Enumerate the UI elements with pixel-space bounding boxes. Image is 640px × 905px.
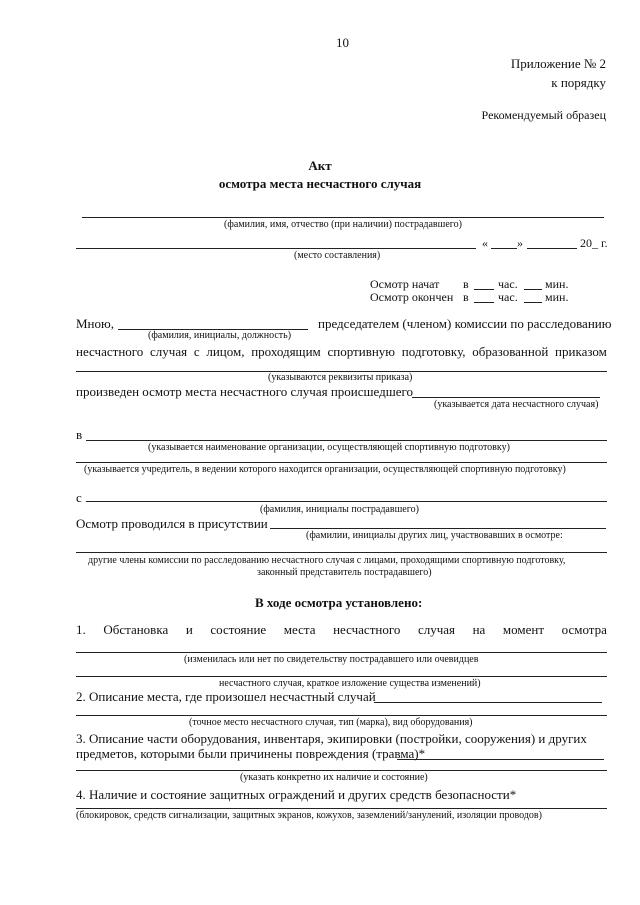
founder-caption: (указывается учредитель, в ведении которого находится организации, осуществляющей спортивную подготовку) <box>84 464 566 475</box>
accident-text <box>76 345 607 358</box>
me-label: Мною, <box>76 316 114 331</box>
findings-heading: В ходе осмотра установлено: <box>255 595 423 610</box>
victim-caption: (фамилия, инициалы пострадавшего) <box>260 504 419 515</box>
date-month-line[interactable] <box>527 248 577 249</box>
item3-line-inline[interactable] <box>397 759 604 760</box>
date-quote-open: « <box>482 236 488 250</box>
me-caption: (фамилия, инициалы, должность) <box>148 330 292 341</box>
accident-word: случая <box>150 344 188 359</box>
victim-line[interactable] <box>86 501 607 502</box>
item1-word: места <box>283 622 316 637</box>
start-minutes-label: мин. <box>545 277 569 291</box>
item1-text <box>76 623 607 636</box>
item1-line-1[interactable] <box>76 652 607 653</box>
start-in: в <box>463 277 469 291</box>
item3-line[interactable] <box>76 770 607 771</box>
members-caption-2: законный представитель пострадавшего) <box>257 567 432 578</box>
in-label: в <box>76 427 83 442</box>
start-minutes-line[interactable] <box>524 289 542 290</box>
end-hours-line[interactable] <box>474 302 494 303</box>
end-hours-label: час. <box>498 290 518 304</box>
inspection-date-caption: (указывается дата несчастного случая) <box>434 399 599 410</box>
item2-text: 2. Описание места, где произошел несчастный случай <box>76 689 376 704</box>
item2-caption: (точное место несчастного случая, тип (марка), вид оборудования) <box>189 717 473 728</box>
end-label: Осмотр окончен <box>370 290 454 304</box>
item1-word: 1. <box>76 622 86 637</box>
item1-caption-1: (изменилась или нет по свидетельству пострадавшего или очевидцев <box>184 654 479 665</box>
item4-caption: (блокировок, средств сигнализации, защитных экранов, кожухов, заземлений/занулений, изоляции проводов) <box>76 810 542 821</box>
recommended-sample-label: Рекомендуемый образец <box>481 108 606 122</box>
item1-word: осмотра <box>561 622 607 637</box>
item3-caption: (указать конкретно их наличие и состояние) <box>240 772 428 783</box>
presence-label: Осмотр проводился в присутствии <box>76 516 268 531</box>
item3-text-2: предметов, которыми были причинены повреждения (травма)* <box>76 746 426 761</box>
item1-word: несчастного <box>333 622 401 637</box>
to-order-label: к порядку <box>551 75 606 90</box>
founder-line[interactable] <box>76 462 607 463</box>
persons-caption: (фамилии, инициалы других лиц, участвовавших в осмотре: <box>306 530 563 541</box>
org-line[interactable] <box>86 440 607 441</box>
accident-word: лицом, <box>206 344 245 359</box>
title-subject: осмотра места несчастного случая <box>218 176 422 191</box>
start-hours-label: час. <box>498 277 518 291</box>
presence-line[interactable] <box>270 528 606 529</box>
item1-caption-2: несчастного случая, краткое изложение существа изменений) <box>219 678 481 689</box>
fio-caption: (фамилия, имя, отчество (при наличии) пострадавшего) <box>224 219 462 230</box>
start-label: Осмотр начат <box>370 277 440 291</box>
accident-word: проходящим <box>251 344 321 359</box>
item1-word: момент <box>502 622 545 637</box>
accident-word: подготовку, <box>401 344 466 359</box>
item1-word: Обстановка <box>103 622 169 637</box>
place-caption: (место составления) <box>294 250 381 261</box>
item3-text-1: 3. Описание части оборудования, инвентаря, экипировки (постройки, сооружения) и других <box>76 731 587 746</box>
accident-word: приказом <box>555 344 607 359</box>
inspection-text: произведен осмотр места несчастного случая происшедшего <box>76 384 414 399</box>
accident-word: спортивную <box>327 344 396 359</box>
fio-line[interactable] <box>82 217 604 218</box>
end-minutes-line[interactable] <box>524 302 542 303</box>
end-minutes-label: мин. <box>545 290 569 304</box>
appendix-label: Приложение № 2 <box>510 56 606 71</box>
order-caption: (указываются реквизиты приказа) <box>268 372 413 383</box>
item1-word: состояние <box>210 622 267 637</box>
with-label: с <box>76 490 82 505</box>
item1-word: на <box>472 622 486 637</box>
item2-line-inline[interactable] <box>374 702 602 703</box>
item1-word: случая <box>417 622 455 637</box>
start-hours-line[interactable] <box>474 289 494 290</box>
accident-word: несчастного <box>76 344 144 359</box>
item1-word: и <box>185 622 193 637</box>
date-day-line[interactable] <box>491 248 517 249</box>
place-line[interactable] <box>76 248 476 249</box>
item1-line-2[interactable] <box>76 676 607 677</box>
members-line[interactable] <box>76 552 607 553</box>
title-act: Акт <box>308 158 332 173</box>
date-quote-close: » <box>517 236 523 250</box>
members-caption-1: другие члены комиссии по расследованию несчастного случая с лицами, проходящими спортивную подготовку, <box>88 555 566 566</box>
end-in: в <box>463 290 469 304</box>
item4-text: 4. Наличие и состояние защитных ограждений и других средств безопасности* <box>76 787 517 802</box>
inspection-date-line[interactable] <box>412 397 600 398</box>
page-number: 10 <box>336 35 349 50</box>
item2-line[interactable] <box>76 715 607 716</box>
accident-word: образованной <box>472 344 549 359</box>
accident-word: с <box>193 344 200 359</box>
org-caption: (указывается наименование организации, осуществляющей спортивную подготовку) <box>148 442 510 453</box>
item4-line[interactable] <box>76 808 607 809</box>
date-year: 20_ г. <box>580 236 608 250</box>
chairman-text: председателем (членом) комиссии по расследованию <box>318 316 612 331</box>
